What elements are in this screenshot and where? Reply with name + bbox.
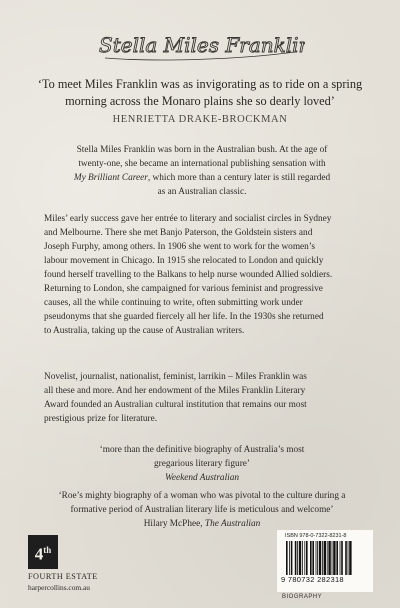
barcode-bar — [322, 541, 323, 575]
barcode-bar — [340, 541, 341, 575]
barcode-bar — [345, 541, 347, 575]
category-label: BIOGRAPHY — [282, 594, 323, 600]
blurb-line: as an Australian classic. — [157, 187, 247, 197]
lead-quote-line: morning across the Monaro plains she so dearly loved’ — [65, 94, 335, 108]
review-quote-2 — [44, 489, 360, 531]
publisher-logo — [28, 535, 58, 569]
blurb-line: Miles’ early success gave her entrée to literary and socialist circles in Sydney — [44, 214, 332, 224]
barcode-bar — [295, 541, 297, 575]
blurb-line: Joseph Furphy, among others. In 1906 she went to work for the women’s — [44, 242, 316, 252]
blurb-line: Returning to London, she campaigned for various feminist and progressive — [44, 284, 323, 294]
blurb-paragraph-2 — [44, 212, 360, 338]
barcode-bar — [327, 541, 328, 575]
blurb-line: causes, all the while continuing to write, often submitting work under — [44, 298, 303, 308]
blurb-paragraph-1 — [44, 143, 360, 199]
barcode-bar — [302, 541, 303, 575]
review-attribution — [44, 517, 360, 531]
signature-text: Stella Miles Franklin — [99, 33, 305, 57]
book-title: My Brilliant Career — [73, 173, 148, 183]
publisher-logo-sup: th — [43, 545, 52, 555]
lead-quote — [10, 76, 390, 110]
signature-graphic — [95, 22, 305, 68]
barcode-bar — [332, 541, 333, 575]
publisher-name: FOURTH ESTATE — [28, 572, 98, 581]
barcode-bar — [299, 541, 301, 575]
barcode-bar — [316, 541, 317, 575]
blurb-line: Award founded an Australian cultural institution that remains our most — [44, 400, 307, 410]
blurb-line — [44, 171, 360, 185]
barcode-bar — [286, 541, 288, 575]
blurb-line: found herself travelling to the Balkans to help nurse wounded Allied soldiers. — [44, 270, 333, 280]
lead-quote-line: ‘To meet Miles Franklin was as invigorating as to ride on a spring — [37, 77, 363, 91]
review-source: The Australian — [204, 519, 261, 529]
barcode-bar — [324, 541, 326, 575]
barcode-bar — [310, 541, 312, 575]
barcode-bar — [291, 541, 293, 575]
isbn-label: ISBN 978-0-7322-8231-8 — [285, 533, 347, 539]
barcode-bar — [317, 541, 318, 575]
blurb-line: Stella Miles Franklin was born in the Australian bush. At the age of — [76, 145, 328, 155]
review-source: Weekend Australian — [164, 473, 240, 483]
barcode-graphic — [285, 541, 365, 575]
barcode-bar — [297, 541, 298, 575]
barcode-bar — [348, 541, 349, 575]
review-line: ‘more than the definitive biography of Australia’s most — [99, 445, 305, 455]
blurb-line: prestigious prize for literature. — [44, 414, 158, 424]
barcode-bar — [333, 541, 335, 575]
barcode-bar — [336, 541, 338, 575]
review-line: ‘Roe’s mighty biography of a woman who was pivotal to the culture during a — [58, 491, 346, 501]
lead-quote-attribution: HENRIETTA DRAKE-BROCKMAN — [112, 114, 288, 125]
barcode-bar — [312, 541, 314, 575]
blurb-line: pseudonyms that she guarded fiercely all her life. In the 1930s she returned — [44, 312, 324, 322]
review-line: formative period of Australian literary life is meticulous and welcome’ — [70, 505, 334, 515]
blurb-line: all these and more. And her endowment of the Miles Franklin Literary — [44, 386, 306, 396]
blurb-line: to Australia, taking up the cause of Australian writers. — [44, 326, 245, 336]
barcode-bar — [341, 541, 343, 575]
review-line: gregarious literary figure’ — [153, 459, 251, 469]
blurb-line: labour movement in Chicago. In 1915 she relocated to London and quickly — [44, 256, 324, 266]
blurb-line-rest: , which more than a century later is still regarded — [147, 173, 331, 183]
review-author: Hilary McPhee, — [143, 519, 205, 529]
blurb-paragraph-3 — [44, 370, 360, 426]
publisher-url: harpercollins.com.au — [28, 583, 90, 592]
blurb-line: Novelist, journalist, nationalist, feminist, larrikin – Miles Franklin was — [44, 372, 307, 382]
review-quote-1 — [44, 443, 360, 485]
blurb-line: and Melbourne. There she met Banjo Paterson, the Goldstein sisters and — [44, 228, 313, 238]
barcode-panel — [277, 530, 373, 592]
barcode-bar — [289, 541, 290, 575]
barcode-bar — [304, 541, 305, 575]
barcode-bar — [306, 541, 308, 575]
publisher-logo-mark: 4 — [34, 544, 44, 564]
barcode-bar — [319, 541, 321, 575]
blurb-line: twenty-one, she became an international publishing sensation with — [78, 159, 326, 169]
author-signature — [95, 22, 305, 68]
barcode-bar — [328, 541, 330, 575]
barcode-bar — [349, 541, 351, 575]
barcode-digits: 9 780732 282318 — [281, 575, 344, 584]
